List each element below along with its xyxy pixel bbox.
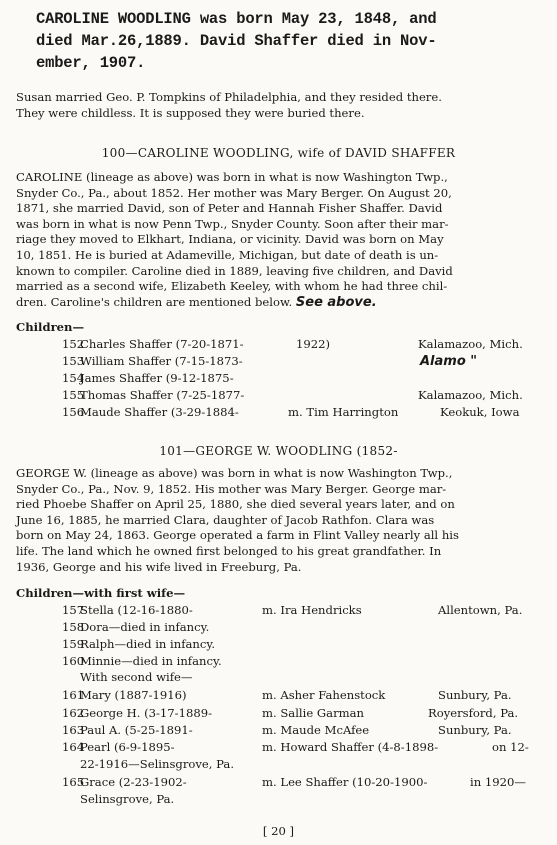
child-name: Maude Shaffer (3-29-1884- (80, 405, 239, 419)
text-line: 1871, she married David, son of Peter and Hannah Fisher Shaffer. David (16, 201, 443, 216)
section-101-paragraph (16, 466, 546, 575)
susan-paragraph (16, 90, 546, 121)
child-name: Dora—died in infancy. (80, 620, 210, 634)
child-num: 159 (62, 637, 85, 651)
text-line: Snyder Co., Pa., about 1852. Her mother was Mary Berger. On August 20, (16, 185, 452, 200)
text-line: CAROLINE (lineage as above) was born in what is now Washington Twp., (16, 170, 448, 184)
child-name: Paul A. (5-25-1891- (80, 723, 193, 737)
child-name: James Shaffer (9-12-1875- (80, 371, 234, 385)
child-place: Allentown, Pa. (438, 603, 523, 617)
child-name: Mary (1887-1916) (80, 688, 187, 702)
child-name: William Shaffer (7-15-1873- (80, 354, 243, 368)
children-label: Children— (16, 320, 85, 334)
child-row (0, 654, 557, 670)
text-line: ried Phoebe Shaffer on April 25, 1880, she died several years later, and on (16, 497, 455, 512)
child-num: 157 (62, 603, 85, 617)
children-label: Children—with first wife— (16, 586, 186, 600)
page-number: [ 20 ] (262, 824, 295, 838)
child-name: Grace (2-23-1902- (80, 775, 187, 789)
child-place: on 12- (492, 740, 529, 754)
child-row (0, 388, 557, 404)
intro-paragraph (36, 8, 536, 74)
child-row (0, 775, 557, 791)
child-extra: 1922) (296, 337, 331, 351)
child-num: 155 (62, 388, 85, 402)
text-line: was born in what is now Penn Twp., Snyder County. Soon after their mar- (16, 216, 449, 231)
section-100-paragraph (16, 170, 546, 310)
child-name: Stella (12-16-1880- (80, 603, 193, 617)
child-row (0, 405, 557, 421)
child-num: 156 (62, 405, 85, 419)
section-heading-101: 101—GEORGE W. WOODLING (1852- (159, 444, 398, 458)
child-num: 161 (62, 688, 85, 702)
child-name: With second wife— (80, 670, 193, 684)
child-spouse: m. Maude McAfee (262, 723, 370, 737)
text-line: riage they moved to Elkhart, Indiana, or vicinity. David was born on May (16, 232, 444, 247)
handwritten-note: See above. (295, 294, 377, 310)
child-row (0, 706, 557, 722)
child-place: Kalamazoo, Mich. (418, 388, 523, 402)
child-place: Kalamazoo, Mich. (418, 337, 523, 351)
text-line: married as a second wife, Elizabeth Keeley, with whom he had three chil- (16, 279, 448, 294)
text-line: dren. Caroline's children are mentioned below. See above. (16, 294, 377, 310)
child-spouse: m. Asher Fahenstock (262, 688, 386, 702)
child-num: 162 (62, 706, 85, 720)
child-name: Thomas Shaffer (7-25-1877- (80, 388, 245, 402)
child-row (0, 757, 557, 773)
text-line: Snyder Co., Pa., Nov. 9, 1852. His mother was Mary Berger. George mar- (16, 481, 447, 496)
child-row (0, 723, 557, 739)
child-place: Alamo " (420, 354, 478, 369)
child-name: Pearl (6-9-1895- (80, 740, 175, 754)
child-row (0, 670, 557, 686)
text-line: GEORGE W. (lineage as above) was born in what is now Washington Twp., (16, 466, 453, 480)
child-row (0, 637, 557, 653)
child-name: Charles Shaffer (7-20-1871- (80, 337, 244, 351)
child-spouse: m. Howard Shaffer (4-8-1898- (262, 740, 439, 754)
text-line: life. The land which he owned first belonged to his great grandfather. In (16, 543, 442, 558)
child-name: Minnie—died in infancy. (80, 654, 222, 668)
child-row (0, 371, 557, 387)
child-extra: m. Tim Harrington (288, 405, 399, 419)
child-spouse: m. Lee Shaffer (10-20-1900- (262, 775, 428, 789)
child-row (0, 337, 557, 353)
intro-line: CAROLINE WOODLING was born May 23, 1848, and (36, 10, 437, 28)
child-row (0, 620, 557, 636)
child-place: Sunbury, Pa. (438, 723, 512, 737)
text-line: 10, 1851. He is buried at Adameville, Michigan, but date of death is un- (16, 247, 439, 262)
child-num: 165 (62, 775, 85, 789)
child-name: 22-1916—Selinsgrove, Pa. (80, 757, 235, 771)
child-name: Selinsgrove, Pa. (80, 792, 175, 806)
child-num: 163 (62, 723, 85, 737)
text-line: 1936, George and his wife lived in Freeburg, Pa. (16, 559, 302, 574)
text-line: They were childless. It is supposed they were buried there. (16, 105, 365, 120)
child-row (0, 740, 557, 756)
child-name: George H. (3-17-1889- (80, 706, 213, 720)
text-line: June 16, 1885, he married Clara, daughter of Jacob Rathfon. Clara was (16, 512, 435, 527)
child-row (0, 792, 557, 808)
child-place: Royersford, Pa. (428, 706, 519, 720)
child-row (0, 688, 557, 704)
child-place: Sunbury, Pa. (438, 688, 512, 702)
intro-line: ember, 1907. (36, 54, 146, 72)
text-line: born on May 24, 1863. George operated a farm in Flint Valley nearly all his (16, 528, 459, 543)
child-num: 160 (62, 654, 85, 668)
section-heading-100: 100—CAROLINE WOODLING, wife of DAVID SHAFFER (101, 146, 456, 160)
child-num: 154 (62, 371, 85, 385)
child-num: 153 (62, 354, 85, 368)
child-spouse: m. Sallie Garman (262, 706, 364, 720)
child-num: 164 (62, 740, 85, 754)
child-num: 152 (62, 337, 85, 351)
text-line: known to compiler. Caroline died in 1889, leaving five children, and David (16, 263, 453, 278)
child-place: Keokuk, Iowa (440, 405, 520, 419)
text-line: Susan married Geo. P. Tompkins of Philadelphia, and they resided there. (16, 90, 442, 104)
child-row (0, 603, 557, 619)
child-row (0, 354, 557, 370)
intro-line: died Mar.26,1889. David Shaffer died in Nov- (36, 32, 437, 50)
child-spouse: m. Ira Hendricks (262, 603, 362, 617)
child-num: 158 (62, 620, 85, 634)
child-place: in 1920— (470, 775, 526, 789)
child-name: Ralph—died in infancy. (80, 637, 216, 651)
